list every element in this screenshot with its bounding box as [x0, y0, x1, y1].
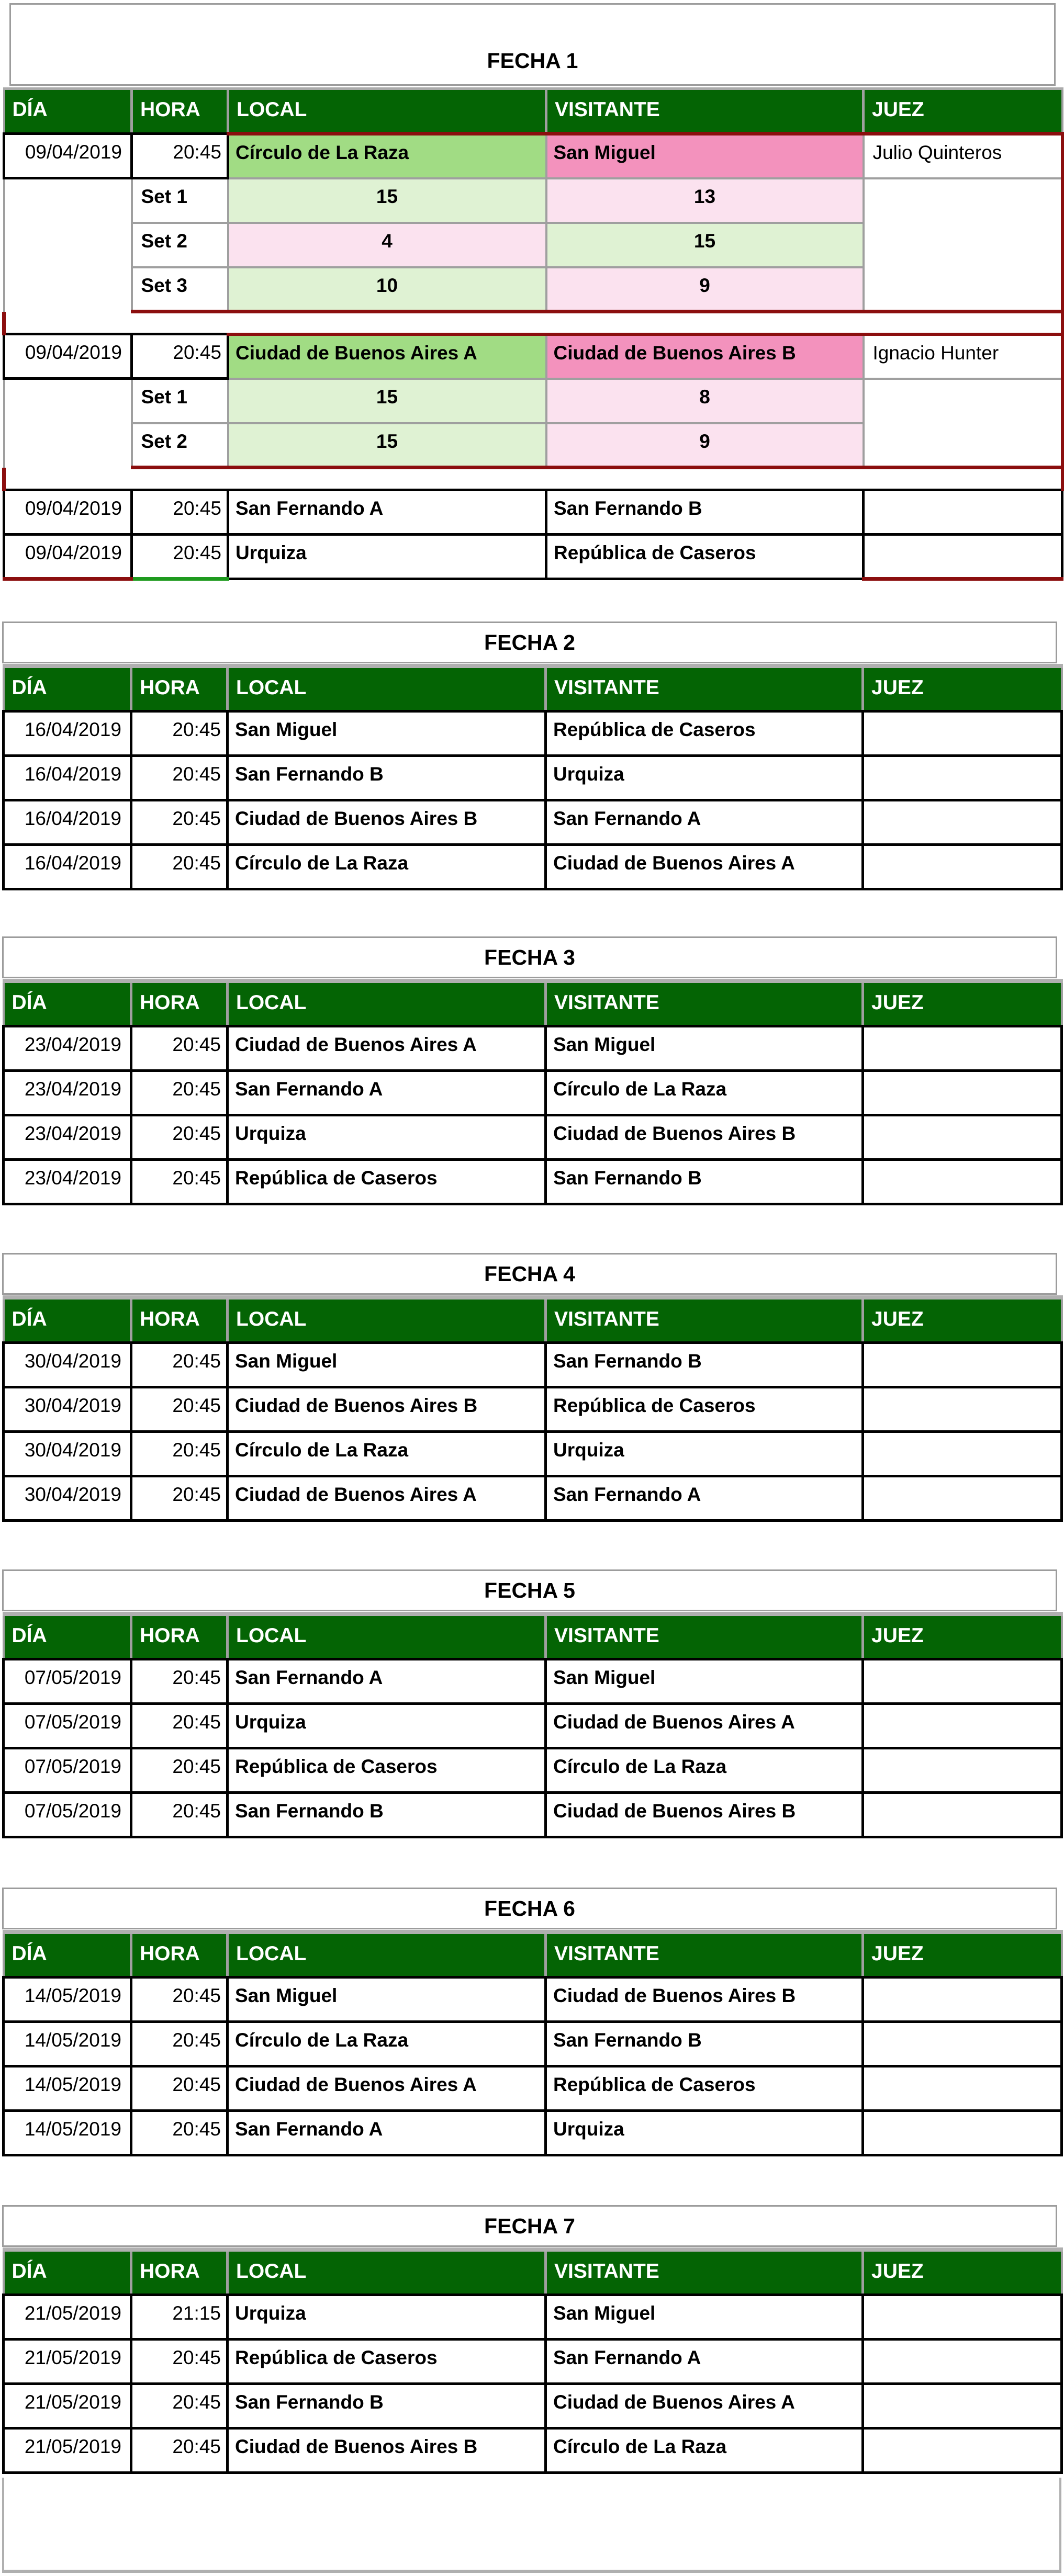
header-row	[4, 2250, 1062, 2295]
match-row	[4, 535, 1062, 579]
cell-juez	[863, 1159, 1062, 1204]
set-visitante-score: 8	[546, 379, 864, 423]
set-label: Set 2	[132, 223, 228, 267]
col-header-juez: JUEZ	[863, 1932, 1062, 1977]
match-row	[4, 490, 1062, 535]
col-header-visitante: VISITANTE	[546, 2250, 863, 2295]
fecha-title: FECHA 6	[2, 1888, 1057, 1929]
cell-hora: 20:45	[132, 134, 228, 178]
table-header	[4, 666, 1062, 711]
set-visitante-score: 9	[546, 423, 864, 468]
cell-juez	[863, 1476, 1062, 1520]
cell-local: República de Caseros	[228, 1159, 546, 1204]
fecha-table	[2, 1612, 1063, 1838]
cell-juez	[863, 2021, 1062, 2066]
cell-local: Ciudad de Buenos Aires A	[228, 2066, 546, 2110]
cell-local: República de Caseros	[228, 2339, 546, 2383]
cell-dia: 16/04/2019	[4, 755, 131, 800]
juez-filler	[864, 379, 1062, 468]
cell-local: Ciudad de Buenos Aires A	[228, 1476, 546, 1520]
cell-local: San Fernando A	[228, 1070, 546, 1115]
col-header-hora: HORA	[131, 1932, 228, 1977]
match-row	[4, 134, 1062, 178]
cell-visitante: República de Caseros	[546, 1387, 863, 1431]
cell-juez	[863, 2066, 1062, 2110]
cell-visitante: República de Caseros	[546, 2066, 863, 2110]
cell-juez	[863, 1977, 1062, 2021]
fecha-title: FECHA 4	[2, 1253, 1057, 1295]
cell-dia: 07/05/2019	[4, 1748, 131, 1792]
cell-juez	[863, 2383, 1062, 2428]
match-row	[4, 2021, 1062, 2066]
cell-juez	[863, 1792, 1062, 1837]
cell-local: República de Caseros	[228, 1748, 546, 1792]
cell-local: San Miguel	[228, 1342, 546, 1387]
cell-juez	[863, 2110, 1062, 2155]
gap-dia	[4, 312, 132, 334]
cell-hora: 20:45	[132, 490, 228, 535]
cell-dia: 14/05/2019	[4, 1977, 131, 2021]
match-row	[4, 844, 1062, 889]
cell-local: Ciudad de Buenos Aires B	[228, 800, 546, 844]
col-header-dia: DÍA	[4, 1297, 131, 1342]
cell-hora: 20:45	[131, 1977, 228, 2021]
cell-visitante: Ciudad de Buenos Aires A	[546, 1703, 863, 1748]
match-row	[4, 800, 1062, 844]
cell-visitante: San Fernando B	[546, 1159, 863, 1204]
cell-local: Círculo de La Raza	[228, 134, 546, 178]
cell-visitante: San Fernando B	[546, 2021, 863, 2066]
header-row	[4, 981, 1062, 1026]
cell-hora: 20:45	[131, 2021, 228, 2066]
cell-local: San Fernando B	[228, 1792, 546, 1837]
set-label: Set 1	[132, 178, 228, 223]
cell-visitante: Ciudad de Buenos Aires B	[546, 1115, 863, 1159]
fecha-table	[2, 1295, 1063, 1522]
gap-dia	[4, 468, 132, 490]
cell-juez	[863, 1703, 1062, 1748]
fecha-table	[2, 979, 1063, 1205]
cell-visitante: San Fernando A	[546, 2339, 863, 2383]
fecha-table	[2, 1930, 1063, 2156]
cell-local: Círculo de La Raza	[228, 844, 546, 889]
cell-hora: 20:45	[131, 1026, 228, 1070]
cell-juez	[863, 1342, 1062, 1387]
match-row	[4, 1387, 1062, 1431]
table-header	[4, 981, 1062, 1026]
cell-hora: 20:45	[131, 800, 228, 844]
cell-dia: 21/05/2019	[4, 2428, 131, 2472]
col-header-visitante: VISITANTE	[546, 1932, 863, 1977]
match-row	[4, 2110, 1062, 2155]
table-header	[4, 1614, 1062, 1659]
match-row	[4, 711, 1062, 755]
cell-dia: 23/04/2019	[4, 1159, 131, 1204]
cell-hora: 20:45	[131, 1792, 228, 1837]
cell-hora: 20:45	[131, 1659, 228, 1703]
gap-hora	[132, 312, 228, 334]
juez-filler	[864, 178, 1062, 312]
set-row	[4, 178, 1062, 223]
match-row	[4, 1659, 1062, 1703]
cell-local: Urquiza	[228, 1703, 546, 1748]
cell-local: San Fernando A	[228, 490, 546, 535]
cell-hora: 20:45	[131, 1387, 228, 1431]
cell-visitante: Urquiza	[546, 1431, 863, 1476]
cell-juez: Ignacio Hunter	[864, 334, 1062, 379]
match-row	[4, 1342, 1062, 1387]
header-row	[4, 666, 1062, 711]
col-header-local: LOCAL	[228, 2250, 546, 2295]
set-local-score: 4	[228, 223, 546, 267]
cell-local: Ciudad de Buenos Aires A	[228, 1026, 546, 1070]
match-row	[4, 2295, 1062, 2339]
gap-visitante	[546, 468, 864, 490]
cell-dia: 09/04/2019	[4, 535, 132, 579]
cell-visitante: Círculo de La Raza	[546, 2428, 863, 2472]
cell-juez	[864, 490, 1062, 535]
cell-visitante: Ciudad de Buenos Aires B	[546, 1792, 863, 1837]
cell-juez	[863, 1659, 1062, 1703]
cell-juez	[863, 2339, 1062, 2383]
col-header-hora: HORA	[132, 89, 228, 134]
match-row	[4, 1703, 1062, 1748]
set-label: Set 3	[132, 267, 228, 312]
set-visitante-score: 13	[546, 178, 864, 223]
cell-hora: 20:45	[131, 1070, 228, 1115]
fecha-title: FECHA 5	[2, 1569, 1057, 1611]
table-header	[4, 1932, 1062, 1977]
table-body	[4, 2295, 1062, 2472]
cell-hora: 20:45	[131, 1115, 228, 1159]
cell-dia: 14/05/2019	[4, 2110, 131, 2155]
cell-hora: 20:45	[131, 2428, 228, 2472]
cell-visitante: Círculo de La Raza	[546, 1748, 863, 1792]
cell-hora: 20:45	[132, 535, 228, 579]
cell-visitante: Ciudad de Buenos Aires A	[546, 2383, 863, 2428]
set-local-score: 15	[228, 178, 546, 223]
set-local-score: 15	[228, 423, 546, 468]
cell-visitante: Urquiza	[546, 755, 863, 800]
cell-visitante: San Fernando A	[546, 1476, 863, 1520]
header-row	[4, 1932, 1062, 1977]
cell-visitante: San Miguel	[546, 1026, 863, 1070]
gap-local	[228, 468, 546, 490]
cell-hora: 20:45	[131, 1748, 228, 1792]
cell-dia: 21/05/2019	[4, 2295, 131, 2339]
cell-visitante: San Miguel	[546, 134, 864, 178]
match-row	[4, 1476, 1062, 1520]
table-header	[4, 1297, 1062, 1342]
table-header	[4, 89, 1062, 134]
col-header-dia: DÍA	[4, 89, 132, 134]
cell-local: San Fernando B	[228, 2383, 546, 2428]
cell-visitante: República de Caseros	[546, 535, 864, 579]
cell-local: Círculo de La Raza	[228, 2021, 546, 2066]
set-local-score: 15	[228, 379, 546, 423]
gap-visitante	[546, 312, 864, 334]
cell-juez	[863, 711, 1062, 755]
table-body	[4, 134, 1062, 579]
col-header-dia: DÍA	[4, 666, 131, 711]
col-header-hora: HORA	[131, 981, 228, 1026]
table-body	[4, 1342, 1062, 1520]
match-row	[4, 1748, 1062, 1792]
cell-juez	[863, 1070, 1062, 1115]
col-header-dia: DÍA	[4, 1932, 131, 1977]
cell-dia: 21/05/2019	[4, 2339, 131, 2383]
match-row	[4, 2066, 1062, 2110]
cell-hora: 20:45	[131, 2339, 228, 2383]
cell-juez	[863, 1387, 1062, 1431]
match-row	[4, 1070, 1062, 1115]
cell-local: San Fernando A	[228, 1659, 546, 1703]
col-header-local: LOCAL	[228, 1932, 546, 1977]
cell-dia: 14/05/2019	[4, 2066, 131, 2110]
gap-local	[228, 312, 546, 334]
cell-dia: 21/05/2019	[4, 2383, 131, 2428]
cell-visitante: Urquiza	[546, 2110, 863, 2155]
table-body	[4, 1026, 1062, 1204]
col-header-hora: HORA	[131, 1297, 228, 1342]
fecha-title: FECHA 1	[9, 3, 1056, 86]
cell-dia: 09/04/2019	[4, 134, 132, 178]
cell-hora: 20:45	[131, 711, 228, 755]
match-row	[4, 1977, 1062, 2021]
gap-row	[4, 468, 1062, 490]
col-header-juez: JUEZ	[863, 666, 1062, 711]
cell-hora: 20:45	[132, 334, 228, 379]
cell-visitante: Círculo de La Raza	[546, 1070, 863, 1115]
cell-local: Ciudad de Buenos Aires A	[228, 334, 546, 379]
table-body	[4, 711, 1062, 889]
fecha-table	[2, 664, 1063, 890]
cell-dia: 23/04/2019	[4, 1115, 131, 1159]
fecha-table	[2, 2247, 1063, 2474]
cell-hora: 20:45	[131, 1431, 228, 1476]
dia-filler	[4, 178, 132, 312]
gap-juez	[864, 468, 1062, 490]
cell-dia: 23/04/2019	[4, 1070, 131, 1115]
cell-dia: 09/04/2019	[4, 334, 132, 379]
dia-filler	[4, 379, 132, 468]
cell-dia: 23/04/2019	[4, 1026, 131, 1070]
cell-hora: 20:45	[131, 2383, 228, 2428]
cell-visitante: San Fernando B	[546, 490, 864, 535]
cell-dia: 07/05/2019	[4, 1659, 131, 1703]
cell-visitante: Ciudad de Buenos Aires B	[546, 334, 864, 379]
cell-hora: 20:45	[131, 1342, 228, 1387]
match-row	[4, 2383, 1062, 2428]
set-visitante-score: 15	[546, 223, 864, 267]
table-body	[4, 1659, 1062, 1837]
match-row	[4, 2339, 1062, 2383]
bottom-empty-box	[2, 2478, 1061, 2573]
col-header-dia: DÍA	[4, 2250, 131, 2295]
cell-hora: 21:15	[131, 2295, 228, 2339]
cell-local: Urquiza	[228, 535, 546, 579]
cell-dia: 09/04/2019	[4, 490, 132, 535]
gap-juez	[864, 312, 1062, 334]
col-header-juez: JUEZ	[863, 981, 1062, 1026]
cell-juez	[863, 755, 1062, 800]
col-header-local: LOCAL	[228, 981, 546, 1026]
cell-visitante: San Miguel	[546, 2295, 863, 2339]
col-header-juez: JUEZ	[863, 1614, 1062, 1659]
set-label: Set 1	[132, 379, 228, 423]
cell-visitante: Ciudad de Buenos Aires A	[546, 844, 863, 889]
gap-hora	[132, 468, 228, 490]
cell-juez	[863, 800, 1062, 844]
col-header-local: LOCAL	[228, 1614, 546, 1659]
cell-dia: 16/04/2019	[4, 800, 131, 844]
cell-dia: 14/05/2019	[4, 2021, 131, 2066]
col-header-juez: JUEZ	[863, 1297, 1062, 1342]
col-header-visitante: VISITANTE	[546, 981, 863, 1026]
cell-juez	[863, 1115, 1062, 1159]
cell-hora: 20:45	[131, 1476, 228, 1520]
set-label: Set 2	[132, 423, 228, 468]
cell-local: Urquiza	[228, 1115, 546, 1159]
match-row	[4, 334, 1062, 379]
header-row	[4, 89, 1062, 134]
col-header-hora: HORA	[131, 2250, 228, 2295]
cell-juez	[863, 2428, 1062, 2472]
cell-juez	[863, 844, 1062, 889]
cell-local: San Fernando B	[228, 755, 546, 800]
cell-local: Ciudad de Buenos Aires B	[228, 1387, 546, 1431]
cell-dia: 30/04/2019	[4, 1431, 131, 1476]
cell-juez	[863, 1748, 1062, 1792]
match-row	[4, 1792, 1062, 1837]
col-header-visitante: VISITANTE	[546, 666, 863, 711]
set-visitante-score: 9	[546, 267, 864, 312]
cell-local: San Fernando A	[228, 2110, 546, 2155]
cell-visitante: Ciudad de Buenos Aires B	[546, 1977, 863, 2021]
cell-juez	[863, 2295, 1062, 2339]
cell-dia: 16/04/2019	[4, 844, 131, 889]
fecha-title: FECHA 3	[2, 936, 1057, 978]
fecha-title: FECHA 7	[2, 2205, 1057, 2247]
gap-row	[4, 312, 1062, 334]
cell-dia: 30/04/2019	[4, 1342, 131, 1387]
col-header-juez: JUEZ	[864, 89, 1062, 134]
cell-hora: 20:45	[131, 2066, 228, 2110]
cell-juez	[863, 1026, 1062, 1070]
col-header-local: LOCAL	[228, 89, 546, 134]
cell-dia: 16/04/2019	[4, 711, 131, 755]
col-header-visitante: VISITANTE	[546, 1297, 863, 1342]
col-header-visitante: VISITANTE	[546, 89, 864, 134]
match-row	[4, 1115, 1062, 1159]
cell-visitante: República de Caseros	[546, 711, 863, 755]
cell-hora: 20:45	[131, 755, 228, 800]
cell-local: Urquiza	[228, 2295, 546, 2339]
cell-local: San Miguel	[228, 711, 546, 755]
cell-dia: 30/04/2019	[4, 1387, 131, 1431]
match-row	[4, 755, 1062, 800]
cell-juez	[864, 535, 1062, 579]
col-header-hora: HORA	[131, 1614, 228, 1659]
col-header-dia: DÍA	[4, 1614, 131, 1659]
cell-juez	[863, 1431, 1062, 1476]
header-row	[4, 1297, 1062, 1342]
match-row	[4, 1026, 1062, 1070]
cell-local: Círculo de La Raza	[228, 1431, 546, 1476]
fecha-title: FECHA 2	[2, 622, 1057, 663]
cell-dia: 07/05/2019	[4, 1792, 131, 1837]
set-local-score: 10	[228, 267, 546, 312]
cell-visitante: San Fernando B	[546, 1342, 863, 1387]
cell-dia: 30/04/2019	[4, 1476, 131, 1520]
col-header-juez: JUEZ	[863, 2250, 1062, 2295]
header-row	[4, 1614, 1062, 1659]
match-row	[4, 1159, 1062, 1204]
cell-visitante: San Fernando A	[546, 800, 863, 844]
cell-hora: 20:45	[131, 844, 228, 889]
cell-juez: Julio Quinteros	[864, 134, 1062, 178]
match-row	[4, 2428, 1062, 2472]
col-header-local: LOCAL	[228, 1297, 546, 1342]
table-header	[4, 2250, 1062, 2295]
cell-local: Ciudad de Buenos Aires B	[228, 2428, 546, 2472]
match-row	[4, 1431, 1062, 1476]
cell-hora: 20:45	[131, 2110, 228, 2155]
set-row	[4, 379, 1062, 423]
cell-dia: 07/05/2019	[4, 1703, 131, 1748]
col-header-visitante: VISITANTE	[546, 1614, 863, 1659]
col-header-dia: DÍA	[4, 981, 131, 1026]
fecha-table	[2, 87, 1064, 581]
cell-hora: 20:45	[131, 1159, 228, 1204]
cell-visitante: San Miguel	[546, 1659, 863, 1703]
cell-local: San Miguel	[228, 1977, 546, 2021]
col-header-hora: HORA	[131, 666, 228, 711]
cell-hora: 20:45	[131, 1703, 228, 1748]
col-header-local: LOCAL	[228, 666, 546, 711]
table-body	[4, 1977, 1062, 2155]
